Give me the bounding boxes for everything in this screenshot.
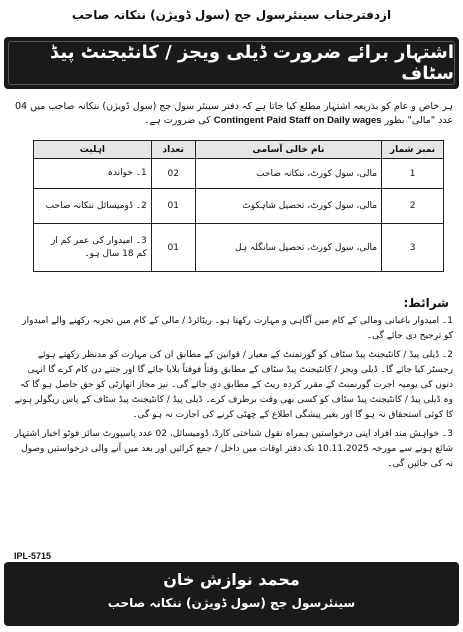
row-serial: 1: [382, 159, 444, 189]
vacancy-table: [33, 140, 444, 272]
terms-title: شرائط:: [403, 296, 449, 310]
headline-banner: [4, 37, 459, 89]
header-eligibility: اہلیت: [34, 141, 152, 159]
header-serial: نمبر شمار: [382, 141, 444, 159]
table-header-row: [34, 141, 444, 159]
term-item: 3۔ خواہش مند افراد اپنی درخواستیں ہمراہ نقول شناختی کارڈ، ڈومیسائل، 02 عدد پاسپورٹ سائز فوٹو اخبار اشتہار شائع ہونے سے مورخہ 10.11.2025 تک دفتر اوقات میں داخل / جمع کرائیں اور بعد میں آنے والی درخواستیں وصول نہ کی جائیں گی۔: [14, 429, 453, 469]
row-post-name: مالی، سول کورٹ، تحصیل سانگلہ ہل: [195, 224, 381, 272]
terms-list: [12, 314, 453, 476]
header-post-name: نام خالی آسامی: [195, 141, 381, 159]
intro-paragraph: [10, 100, 453, 128]
term-item: 1۔ امیدوار باغبانی ومالی کے کام میں آگاہی و مہارت رکھتا ہو۔ ریٹائرڈ / مالی کے کام میں تجربہ رکھنے والے امیدوار کو ترجیح دی جائے گی۔: [22, 316, 453, 341]
row-post-name: مالی، سول کورٹ، تحصیل شاہکوٹ: [195, 189, 381, 224]
intro-end: کی ضرورت ہے۔: [144, 115, 211, 126]
signatory-name: محمد نوازش خان: [163, 570, 300, 589]
term-item: 2۔ ڈیلی پیڈ / کانٹیجنٹ پیڈ سٹاف کو گورنمنٹ کے معیار / قوانین کے مطابق ان کی مہارت کو مدنظر رکھتے ہوئے رجسٹر کیا جائے گا۔ ڈیلی ویجز / کانٹیجنٹ پیڈ سٹاف کے مطابق وقتاً فوقتاً بلایا جائے گا اور جتنے دن کام کرے گا انہی دنوں کی یومیہ اجرت گورنمنٹ کے مقرر کردہ ریٹ کے مطابق دی جائے گی۔ نیز مجاز اتھارٹی کو حق حاصل ہو گا کہ وہ ڈیلی پیڈ / کانٹیجنٹ پیڈ سٹاف کو کسی بھی وقت برطرف کرے۔ ڈیلی پیڈ / کانٹیجنٹ پیڈ سٹاف کے پاس ریگولر ہونے کا کوئی استحقاق نہ ہو گا اور بغیر پیشگی اطلاع کے چھٹی کرنے کی اجازت نہ ہو گی۔: [14, 350, 453, 420]
table-row: [34, 189, 444, 224]
row-serial: 2: [382, 189, 444, 224]
row-eligibility: 3۔ امیدوار کی عمر کم از کم 18 سال ہو۔: [34, 224, 152, 272]
table-row: [34, 224, 444, 272]
ipl-number: IPL-5715: [14, 551, 52, 561]
row-count: 01: [151, 224, 195, 272]
row-count: 01: [151, 189, 195, 224]
signature-block: [4, 562, 459, 626]
row-post-name: مالی، سول کورٹ، ننکانہ صاحب: [195, 159, 381, 189]
row-count: 02: [151, 159, 195, 189]
row-eligibility: 1۔ خواندہ: [34, 159, 152, 189]
header-count: تعداد: [151, 141, 195, 159]
signatory-title: سینئرسول جج (سول ڈویژن) ننکانہ صاحب: [107, 596, 356, 610]
intro-text: ہر خاص و عام کو بذریعہ اشتہار مطلع کیا جاتا ہے کہ دفتر سینئر سول جج (سول ڈویژن) ننکانہ صاحب میں 04 عدد "مالی" بطور: [15, 101, 453, 126]
row-serial: 3: [382, 224, 444, 272]
intro-english: Contingent Paid Staff on Daily wages: [213, 115, 382, 126]
office-line: ازدفترجناب سینئرسول جج (سول ڈویژن) ننکانہ صاحب: [71, 8, 392, 22]
table-row: [34, 159, 444, 189]
row-eligibility: 2۔ ڈومیسائل ننکانہ صاحب: [34, 189, 152, 224]
headline-text: اشتہار برائے ضرورت ڈیلی ویجز / کانٹیجنٹ پیڈ سٹاف: [8, 41, 455, 85]
